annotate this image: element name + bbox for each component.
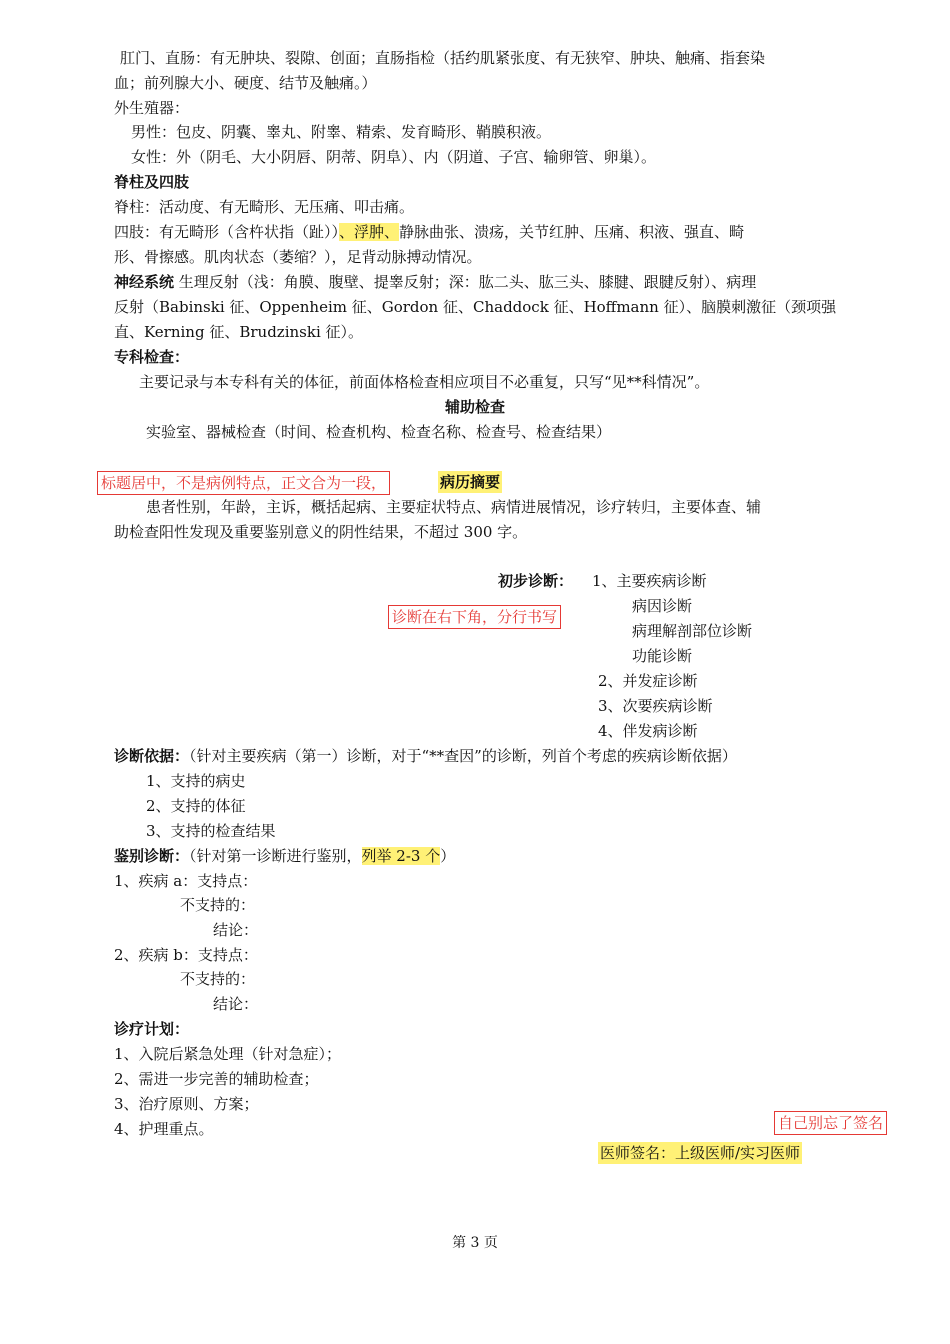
spine-line: 脊柱：活动度、有无畸形、无压痛、叩击痛。 (114, 198, 415, 216)
anal-line-2: 血；前列腺大小、硬度、结节及触痛。） (114, 74, 377, 92)
male-line: 男性：包皮、阴囊、睾丸、附睾、精索、发育畸形、鞘膜积液。 (131, 123, 552, 141)
disease-a-against: 不支持的： (180, 896, 256, 914)
aux-heading: 辅助检查 (444, 398, 505, 416)
disease-b-conclusion: 结论： (213, 995, 259, 1013)
diagnosis-item-2: 2、并发症诊断 (598, 672, 698, 690)
signature-annotation: 自己别忘了签名 (774, 1111, 887, 1135)
diff-heading: 鉴别诊断： (114, 847, 190, 865)
limbs-highlight: 、浮肿、 (339, 223, 400, 241)
plan-item-4: 4、护理重点。 (114, 1120, 214, 1138)
neuro-line-1 (114, 271, 756, 293)
disease-a-conclusion: 结论： (213, 921, 259, 939)
female-line: 女性：外（阴毛、大小阴唇、阴蒂、阴阜）、内（阴道、子宫、输卵管、卵巢）。 (131, 148, 657, 166)
diff-highlight: 列举 2-3 个 (361, 847, 441, 865)
neuro-heading: 神经系统 (114, 273, 175, 291)
diff-text-a: （针对第一诊断进行鉴别， (189, 847, 362, 865)
anal-line-1: 肛门、直肠：有无肿块、裂隙、创面；直肠指检（括约肌紧张度、有无狭窄、肿块、触痛、指套染 (120, 49, 766, 67)
diagnosis-item-1b: 病理解剖部位诊断 (632, 622, 753, 640)
diagnosis-annotation: 诊断在右下角，分行书写 (388, 605, 561, 629)
limbs-text-a: 四肢：有无畸形（含杵状指（趾）） (114, 223, 340, 241)
basis-item-1: 1、支持的病史 (146, 772, 246, 790)
basis-item-2: 2、支持的体征 (146, 797, 246, 815)
plan-heading: 诊疗计划： (114, 1020, 190, 1038)
plan-item-1: 1、入院后紧急处理（针对急症）； (114, 1045, 342, 1063)
basis-line (114, 745, 737, 767)
diagnosis-item-1a: 病因诊断 (632, 597, 693, 615)
summary-heading: 病历摘要 (440, 473, 501, 491)
disease-b-against: 不支持的： (180, 970, 256, 988)
disease-b-support: 2、疾病 b：支持点： (114, 946, 258, 964)
diagnosis-item-4: 4、伴发病诊断 (598, 722, 698, 740)
diff-line (114, 845, 455, 867)
neuro-text-1: 生理反射（浅：角膜、腹壁、提睾反射；深：肱二头、肱三头、膝腱、跟腱反射）、病理 (174, 273, 757, 291)
neuro-line-2: 反射（Babinski 征、Oppenheim 征、Gordon 征、Chaddock 征、Hoffmann 征）、脑膜刺激征（颈项强 (114, 298, 837, 316)
diagnosis-item-3: 3、次要疾病诊断 (598, 697, 713, 715)
basis-text: （针对主要疾病（第一）诊断，对于“**查因”的诊断，列首个考虑的疾病诊断依据） (189, 747, 737, 765)
page-number: 第 3 页 (452, 1235, 498, 1251)
diagnosis-item-1c: 功能诊断 (632, 647, 693, 665)
spine-limbs-heading: 脊柱及四肢 (114, 173, 190, 191)
disease-a-support: 1、疾病 a：支持点： (114, 872, 258, 890)
summary-line-1: 患者性别，年龄，主诉，概括起病、主要症状特点、病情进展情况，诊疗转归，主要体查、辅 (146, 498, 762, 516)
limbs-line-2: 形、骨擦感。肌肉状态（萎缩？），足背动脉搏动情况。 (114, 248, 482, 266)
aux-line: 实验室、器械检查（时间、检查机构、检查名称、检查号、检查结果） (146, 423, 612, 441)
plan-item-3: 3、治疗原则、方案； (114, 1095, 259, 1113)
limbs-text-b: 静脉曲张、溃疡，关节红肿、压痛、积液、强直、畸 (399, 223, 745, 241)
signature-line: 医师签名：上级医师/实习医师 (600, 1144, 801, 1162)
summary-line-2: 助检查阳性发现及重要鉴别意义的阴性结果，不超过 300 字。 (114, 523, 528, 541)
genital-heading: 外生殖器： (114, 99, 190, 117)
special-heading: 专科检查： (114, 348, 190, 366)
diff-text-b: ） (440, 847, 456, 865)
diagnosis-item-1: 1、主要疾病诊断 (592, 572, 707, 590)
plan-item-2: 2、需进一步完善的辅助检查； (114, 1070, 319, 1088)
basis-item-3: 3、支持的检查结果 (146, 822, 276, 840)
title-annotation: 标题居中，不是病例特点，正文合为一段， (97, 471, 390, 495)
diagnosis-heading: 初步诊断： (498, 572, 574, 590)
special-line: 主要记录与本专科有关的体征，前面体格检查相应项目不必重复，只写“见**科情况”。 (139, 373, 710, 391)
basis-heading: 诊断依据： (114, 747, 190, 765)
neuro-line-3: 直、Kerning 征、Brudzinski 征）。 (114, 323, 364, 341)
limbs-line-1 (114, 221, 744, 243)
